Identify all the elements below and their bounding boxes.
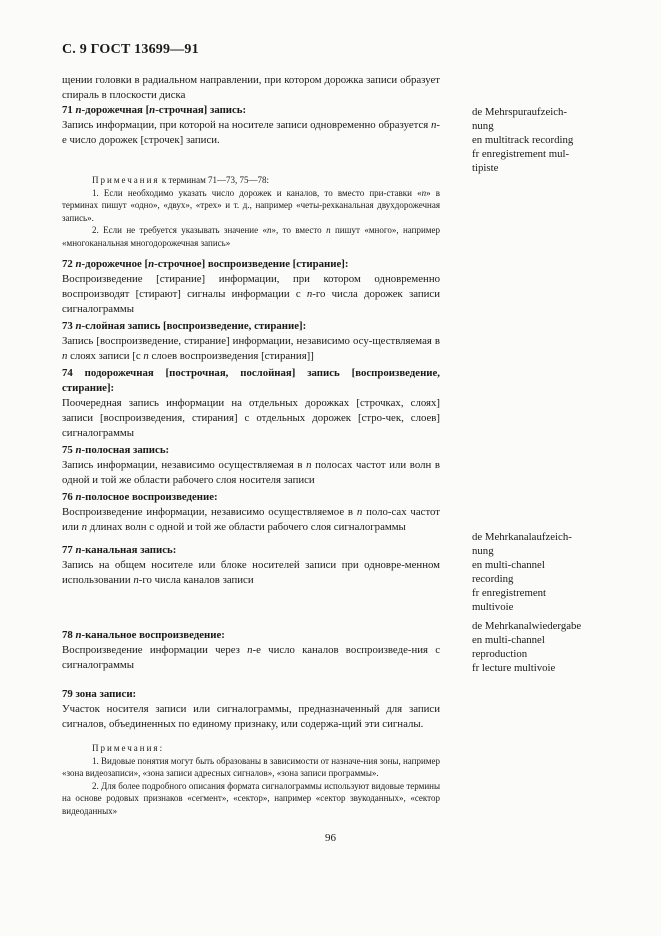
term-79-title: 79 зона записи: xyxy=(62,688,137,700)
term-75-definition: Запись информации, независимо осуществляемая в n полосах частот или волн в одной и той же области рабочего слоя носителя записи xyxy=(62,459,440,486)
term-78-definition: Воспроизведение информации через n-е число каналов воспроизведе-ния с сигналограммы xyxy=(62,644,440,671)
note-item-1: 1. Если необходимо указать число дорожек и каналов, то вместо при-ставки «n» в терминах пишут «одно», «двух», «трех» и т. д., например «четы-рехканальная двухдорожечная запись». xyxy=(62,187,441,223)
page-number: 96 xyxy=(325,832,336,844)
equivalents-71: de Mehrspuraufzeich- nung en multitrack recording fr enregistrement mul- tipiste xyxy=(472,106,574,174)
term-75-title: 75 n-полосная запись: xyxy=(62,444,170,456)
term-77-definition: Запись на общем носителе или блоке носителей записи при одновре-менном использовании n-го числа каналов записи xyxy=(62,559,440,586)
term-72-title: 72 n-дорожечное [n-строчное] воспроизведение [стирание]: xyxy=(62,258,349,270)
term-79-definition: Участок носителя записи или сигналограммы, предназначенный для записи сигналов, объединенных по единому признаку, или содержа-щий эти сигналы. xyxy=(62,703,440,730)
note-item-2: 2. Если не требуется указывать значение «n», то вместо n пишут «много», например «многоканальная многодорожечная запись» xyxy=(62,225,440,248)
term-71-title: 71 n-дорожечная [n-строчная] запись: xyxy=(62,104,247,116)
equivalents-77: de Mehrkanalaufzeich- nung en multi-channel recording fr enregistrement multivoie xyxy=(472,531,572,613)
note-label: Примечания: xyxy=(92,743,165,753)
term-78-title: 78 n-канальное воспроизведение: xyxy=(62,629,225,641)
term-74-definition: Поочередная запись информации на отдельных дорожках [строчках, слоях] записи [воспроизведения, стирания] с отдельных дорожек [стро-чек, слоев] сигналограммы xyxy=(62,397,440,439)
note-item-1: 1. Видовые понятия могут быть образованы в зависимости от назначе-ния зоны, например «зона видеозаписи», «зона записи адресных сигналов», «зона записи программы». xyxy=(62,755,440,778)
equivalents-78: de Mehrkanalwiedergabe en multi-channel reproduction fr lecture multivoie xyxy=(472,620,582,674)
term-77-title: 77 n-канальная запись: xyxy=(62,544,177,556)
note-79 xyxy=(62,742,440,817)
note-item-2: 2. Для более подробного описания формата сигналограммы используют видовые термины на основе родовых признаков «сегмент», «сектор», например «сектор звукоданных», «сектор видеоданных» xyxy=(62,780,440,816)
term-72-definition: Воспроизведение [стирание] информации, при котором одновременно воспроизводят [стирают] сигналы информации с n-го числа дорожек записи сигналограммы xyxy=(62,273,441,315)
note-71-78: Примечания к терминам 71—73, 75—78: 1. Если необходимо указать число дорожек и каналов, то вместо при-ставки «n» в терминах пишут «одно», «двух», «трех» и т. д., например «четы-рехканальная двухдорожечная запись». 2. Если не требуется указывать значение «n», то вместо n пишут «много», например «многоканальная многодорожечная запись» xyxy=(62,175,441,248)
page-header: С. 9 ГОСТ 13699—91 xyxy=(62,42,199,57)
main-column xyxy=(62,73,440,817)
term-76-definition: Воспроизведение информации, независимо осуществляемое в n поло-сах частот или n длинах волн с одной и той же области рабочего слоя сигналограммы xyxy=(62,506,440,533)
term-73-definition: Запись [воспроизведение, стирание] информации, независимо осу-ществляемая в n слоях записи [с n слоев воспроизведения [стирания]] xyxy=(62,335,440,362)
term-73-title: 73 n-слойная запись [воспроизведение, стирание]: xyxy=(62,320,307,332)
term-71-definition: Запись информации, при которой на носителе записи одновременно образуется n-е число дорожек [строчек] записи. xyxy=(62,119,440,146)
term-76-title: 76 n-полосное воспроизведение: xyxy=(62,491,218,503)
intro-text: щении головки в радиальном направлении, при котором дорожка записи образует спираль в плоскости диска xyxy=(62,74,440,101)
note-label: Примечания xyxy=(92,175,160,185)
term-74-title: 74 подорожечная [построчная, послойная] запись [воспроизведение, стирание]: xyxy=(62,367,440,394)
